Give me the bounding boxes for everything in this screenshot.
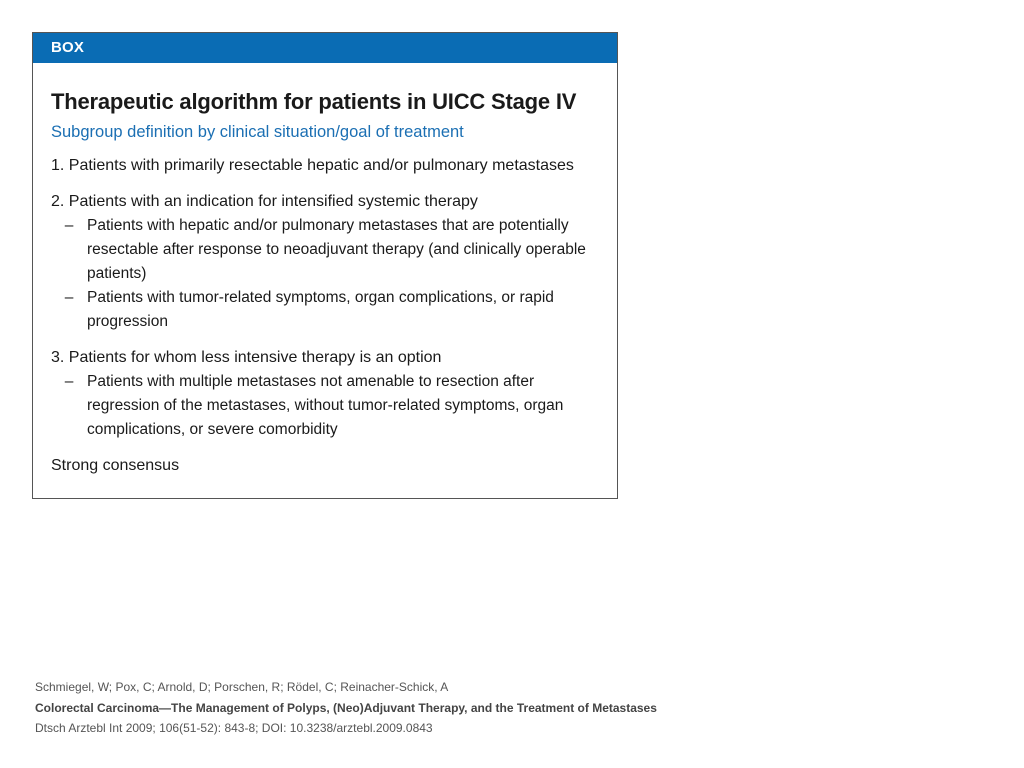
citation-source: Dtsch Arztebl Int 2009; 106(51-52): 843-8; DOI: 10.3238/arztebl.2009.0843 [35, 721, 433, 735]
citation [35, 677, 657, 739]
sub-item [51, 286, 599, 334]
sub-item-text: Patients with multiple metastases not amenable to resection after regression of the metastases, without tumor-related symptoms, organ complications, or severe comorbidity [87, 373, 564, 438]
list-item-1 [51, 154, 599, 178]
box-subtitle: Subgroup definition by clinical situation/goal of treatment [51, 123, 464, 141]
item-label: 2. Patients with an indication for intensified systemic therapy [51, 193, 478, 210]
dash-bullet: – [64, 217, 74, 234]
info-box [32, 32, 618, 499]
item-label: 1. Patients with primarily resectable hepatic and/or pulmonary metastases [51, 157, 574, 174]
list-item-2 [51, 190, 599, 334]
item-label: 3. Patients for whom less intensive therapy is an option [51, 349, 442, 366]
citation-title: Colorectal Carcinoma—The Management of Polyps, (Neo)Adjuvant Therapy, and the Treatment of Metastases [35, 700, 657, 715]
list-item-3 [51, 346, 599, 442]
box-header: BOX [33, 33, 617, 63]
sub-item [51, 214, 599, 286]
dash-bullet: – [64, 373, 74, 390]
consensus-note: Strong consensus [51, 457, 180, 474]
box-title: Therapeutic algorithm for patients in UICC Stage IV [51, 89, 577, 114]
box-content [33, 63, 617, 478]
sub-item-text: Patients with hepatic and/or pulmonary metastases that are potentially resectable after response to neoadjuvant therapy (and clinically operable patients) [87, 217, 586, 282]
citation-authors: Schmiegel, W; Pox, C; Arnold, D; Porschen, R; Rödel, C; Reinacher-Schick, A [35, 680, 449, 694]
sub-item [51, 370, 599, 442]
dash-bullet: – [64, 289, 74, 306]
sub-item-text: Patients with tumor-related symptoms, organ complications, or rapid progression [87, 289, 554, 330]
